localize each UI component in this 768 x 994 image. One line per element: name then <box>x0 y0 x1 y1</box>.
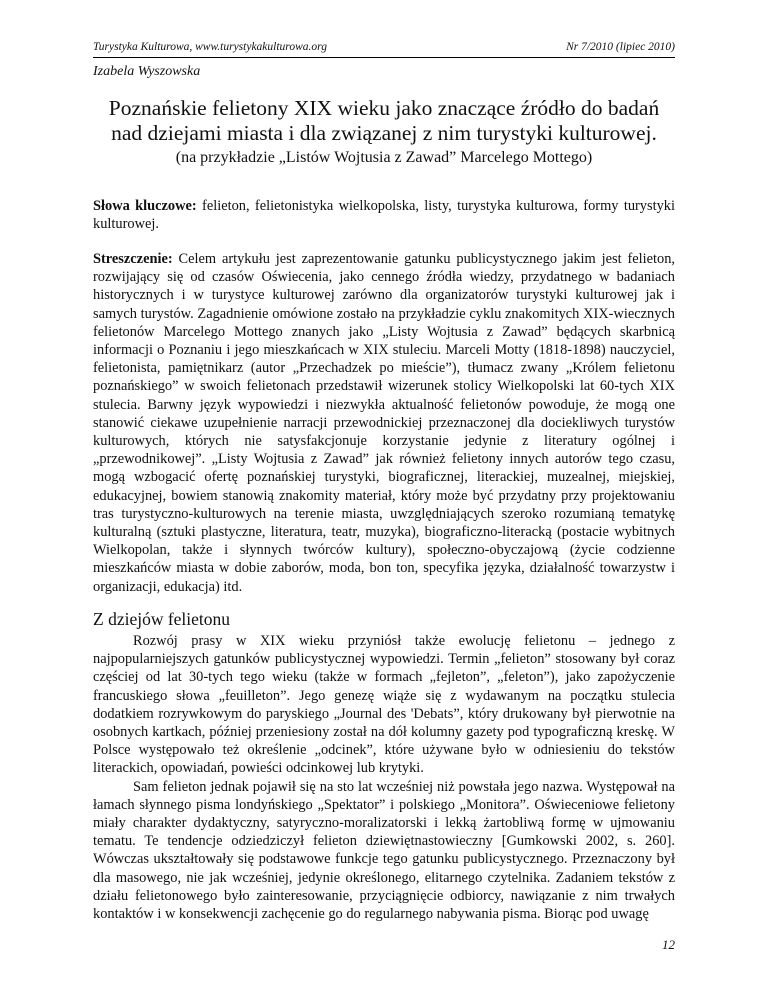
article-subtitle: (na przykładzie „Listów Wojtusia z Zawad” Marcelego Mottego) <box>175 149 593 166</box>
journal-name: Turystyka Kulturowa, www.turystykakulturowa.org <box>93 41 327 53</box>
section-body <box>93 632 675 923</box>
body-paragraph: Rozwój prasy w XIX wieku przyniósł także ewolucję felietonu – jednego z najpopularniejszych gatunków publicystycznej wypowiedzi. Termin „felieton” stosowany był coraz częściej od lat 30-tych tego wieku (także w formach „fejleton”, „feleton”), jako zapożyczenie francuskiego słowa „feuilleton”. Jego genezę wiąże się z wydawanym na początku stulecia dodatkiem rozrywkowym do paryskiego „Journal des 'Debats”, który drukowany był pierwotnie na osobnych kartkach, później przeniesiony został na dół kolumny gazety pod typograficzną kreskę. W Polsce występowało też określenie „odcinek”, które używane było w odniesieniu do tekstów literackich, opowiadań, powieści odcinkowej lub krytyki. <box>93 633 675 777</box>
section-heading: Z dziejów felietonu <box>93 609 231 629</box>
title-block <box>93 96 675 168</box>
keywords-text: felieton, felietonistyka wielkopolska, listy, turystyka kulturowa, formy turystyki kulturowej. <box>93 198 675 233</box>
body-paragraph: Sam felieton jednak pojawił się na sto lat wcześniej niż powstała jego nazwa. Występował na łamach słynnego pisma londyńskiego „Spektator” i polskiego „Monitora”. Oświeceniowe felietony miały charakter dydaktyczny, satyryczno-moralizatorski i lekką żartobliwą formę w ujmowaniu tematu. Te tendencje odziedziczył felieton dziewiętnastowieczny [Gumkowski 2002, s. 260]. Wówczas ukształtowały się podstawowe funkcje tego gatunku publicystycznego. Przeznaczony był dla masowego, nie jak wcześniej, jedynie określonego, elitarnego czytelnika. Zadaniem tekstów z działu felietonowego było zainteresowanie, przyciągnięcie odbiorcy, nawiązanie z nim trwałych kontaktów i w konsekwencji zachęcenie go do regularnego nabywania pisma. Biorąc pod uwagę <box>93 778 675 923</box>
running-header <box>93 40 675 58</box>
keywords-label: Słowa kluczowe: <box>93 198 197 214</box>
issue-number: Nr 7/2010 (lipiec 2010) <box>566 41 675 53</box>
abstract-text: Celem artykułu jest zaprezentowanie gatunku publicystycznego jakim jest felieton, rozwijający się od czasów Oświecenia, jako cennego źródła wiedzy, przydatnego w badaniach historycznych i w turystyce kulturowej zarówno dla organizatorów turystyki kulturowej jak i samych turystów. Zagadnienie omówione zostało na przykładzie cyklu znakomitych XIX-wiecznych felietonów Marcelego Mottego znanych jako „Listy Wojtusia z Zawad” będących skarbnicą informacji o Poznaniu i jego mieszkańcach w XIX stuleciu. Marceli Motty (1818-1898) nauczyciel, felietonista, pamiętnikarz (autor „Przechadzek po mieście”), tłumacz zwany „Królem felietonu poznańskiego” w swoich felietonach przedstawił wizerunek stolicy Wielkopolski lat 60-tych XIX stulecia. Barwny język wypowiedzi i niezwykła aktualność felietonów powoduje, że mogą one stanowić ciekawe uzupełnienie narracji przewodnickiej przeznaczonej dla dociekliwych turystów kulturowych, których nie satysfakcjonuje korzystanie jedynie z literatury ogólnej i „przewodnikowej”. „Listy Wojtusia z Zawad” jak również felietony innych autorów tego czasu, mogą wzbogacić ofertę poznańskiej turystyki, biograficznej, literackiej, muzealnej, miejskiej, edukacyjnej, bowiem stanowią znakomity materiał, który może być przydatny przy projektowaniu tras turystyczno-kulturowych na terenie miasta, uwzględniających szeroko rozumianą tematykę kulturalną (sztuki plastyczne, literatura, teatr, muzyka), biograficzno-literacką (postacie wybitnych Wielkopolan, także i słynnych twórców kultury), społeczno-obyczajową (życie codzienne mieszkańców miasta w dobie zaborów, moda, bon ton, specyfika języka, działalność towarzystw i organizacji, edukacja) itd. <box>93 251 675 595</box>
article-title: Poznańskie felietony XIX wieku jako znaczące źródło do badań nad dziejami miasta i dla związanej z nim turystyki kulturowej. <box>108 96 660 145</box>
page-number: 12 <box>662 937 675 952</box>
author-name: Izabela Wyszowska <box>93 64 201 79</box>
keywords-paragraph <box>93 197 675 233</box>
abstract-paragraph <box>93 250 675 596</box>
abstract-label: Streszczenie: <box>93 251 173 267</box>
